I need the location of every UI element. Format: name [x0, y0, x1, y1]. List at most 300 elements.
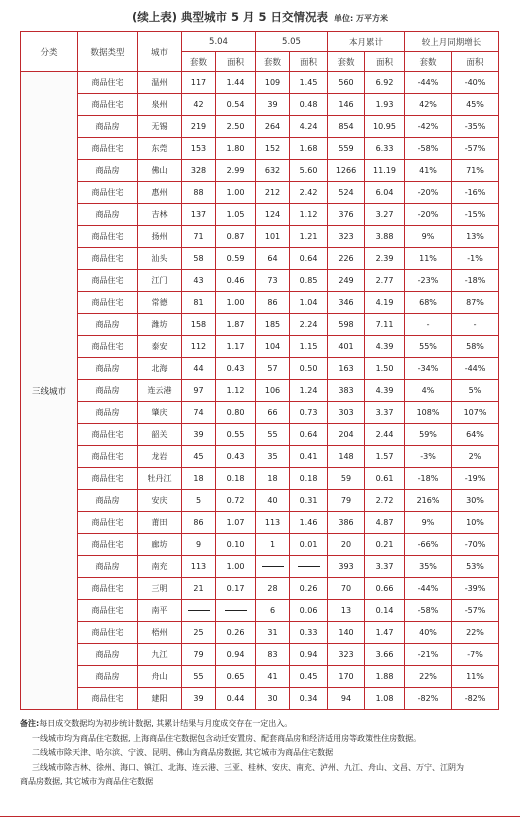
missing-value-dash — [225, 610, 247, 611]
header-area-505: 面积 — [290, 52, 328, 72]
cell-area-505: 0.31 — [290, 490, 328, 512]
cell-area-cumulative: 4.19 — [365, 292, 405, 314]
cell-units-cumulative: 79 — [328, 490, 365, 512]
cell-city: 牡丹江 — [138, 468, 182, 490]
header-area-growth: 面积 — [452, 52, 499, 72]
cell-area-growth: 45% — [452, 94, 499, 116]
table-row — [21, 644, 499, 666]
cell-data-type: 商品房 — [78, 556, 138, 578]
cell-area-504: 0.17 — [216, 578, 256, 600]
cell-area-growth: 64% — [452, 424, 499, 446]
header-units-505: 套数 — [256, 52, 290, 72]
cell-area-504: 2.50 — [216, 116, 256, 138]
cell-area-cumulative: 0.66 — [365, 578, 405, 600]
cell-area-cumulative: 1.47 — [365, 622, 405, 644]
table-row — [21, 600, 499, 622]
cell-units-505: 212 — [256, 182, 290, 204]
header-area-504: 面积 — [216, 52, 256, 72]
cell-data-type: 商品房 — [78, 490, 138, 512]
cell-units-504: 88 — [182, 182, 216, 204]
cell-data-type: 商品住宅 — [78, 600, 138, 622]
table-row — [21, 490, 499, 512]
cell-units-504: 21 — [182, 578, 216, 600]
cell-data-type: 商品住宅 — [78, 622, 138, 644]
cell-units-505: 55 — [256, 424, 290, 446]
cell-units-504: 97 — [182, 380, 216, 402]
cell-area-growth: 22% — [452, 622, 499, 644]
cell-units-cumulative: 376 — [328, 204, 365, 226]
cell-data-type: 商品房 — [78, 160, 138, 182]
cell-area-504: 1.44 — [216, 72, 256, 94]
cell-units-growth: -23% — [405, 270, 452, 292]
cell-area-cumulative: 3.37 — [365, 556, 405, 578]
cell-city: 莆田 — [138, 512, 182, 534]
cell-area-505: 1.21 — [290, 226, 328, 248]
table-row — [21, 424, 499, 446]
cell-area-505: 0.48 — [290, 94, 328, 116]
cell-units-504: 328 — [182, 160, 216, 182]
cell-area-cumulative: 0.14 — [365, 600, 405, 622]
cell-area-cumulative: 2.39 — [365, 248, 405, 270]
cell-units-504: 58 — [182, 248, 216, 270]
cell-area-growth: -39% — [452, 578, 499, 600]
cell-units-504: 55 — [182, 666, 216, 688]
cell-city: 南充 — [138, 556, 182, 578]
notes-line-1: 每日成交数据均为初步统计数据, 其累计结果与月度成交存在一定出入。 — [39, 719, 293, 728]
cell-units-growth: -34% — [405, 358, 452, 380]
cell-units-cumulative: 524 — [328, 182, 365, 204]
cell-area-cumulative: 11.19 — [365, 160, 405, 182]
cell-city: 梧州 — [138, 622, 182, 644]
missing-value-dash — [298, 566, 320, 567]
cell-area-growth: -16% — [452, 182, 499, 204]
cell-area-505: 0.41 — [290, 446, 328, 468]
cell-area-cumulative: 2.77 — [365, 270, 405, 292]
cell-area-505: 0.01 — [290, 534, 328, 556]
cell-units-505: 30 — [256, 688, 290, 710]
cell-units-504 — [182, 600, 216, 622]
header-cumulative: 本月累计 — [328, 32, 405, 52]
cell-units-growth: -21% — [405, 644, 452, 666]
notes-line-3: 二线城市除天津、哈尔滨、宁波、昆明、佛山为商品房数据, 其它城市为商品住宅数据 — [32, 748, 334, 757]
cell-units-504: 39 — [182, 424, 216, 446]
cell-units-505: 101 — [256, 226, 290, 248]
cell-city: 连云港 — [138, 380, 182, 402]
cell-area-growth: 5% — [452, 380, 499, 402]
cell-area-cumulative: 6.92 — [365, 72, 405, 94]
cell-units-growth: -20% — [405, 182, 452, 204]
cell-data-type: 商品住宅 — [78, 446, 138, 468]
cell-units-growth: -44% — [405, 578, 452, 600]
cell-units-cumulative: 323 — [328, 226, 365, 248]
cell-city: 舟山 — [138, 666, 182, 688]
header-units-cumulative: 套数 — [328, 52, 365, 72]
cell-data-type: 商品住宅 — [78, 424, 138, 446]
title-text: (续上表) 典型城市 5 月 5 日交情况表 — [131, 10, 329, 24]
table-row — [21, 138, 499, 160]
cell-units-505: 86 — [256, 292, 290, 314]
cell-area-504: 0.43 — [216, 446, 256, 468]
cell-units-505: 113 — [256, 512, 290, 534]
cell-area-504: 0.87 — [216, 226, 256, 248]
cell-units-504: 43 — [182, 270, 216, 292]
cell-city: 韶关 — [138, 424, 182, 446]
cell-area-growth: 2% — [452, 446, 499, 468]
header-units-growth: 套数 — [405, 52, 452, 72]
cell-area-growth: -40% — [452, 72, 499, 94]
cell-units-504: 219 — [182, 116, 216, 138]
cell-area-cumulative: 0.61 — [365, 468, 405, 490]
cell-units-504: 39 — [182, 688, 216, 710]
cell-units-505: 152 — [256, 138, 290, 160]
table-row — [21, 314, 499, 336]
cell-units-505: 264 — [256, 116, 290, 138]
cell-area-cumulative: 1.88 — [365, 666, 405, 688]
cell-units-cumulative: 393 — [328, 556, 365, 578]
cell-area-505: 0.64 — [290, 424, 328, 446]
cell-units-504: 5 — [182, 490, 216, 512]
cell-city: 东莞 — [138, 138, 182, 160]
cell-area-growth: -15% — [452, 204, 499, 226]
cell-units-505: 6 — [256, 600, 290, 622]
cell-units-cumulative: 140 — [328, 622, 365, 644]
header-date-505: 5.05 — [256, 32, 328, 52]
cell-area-504: 1.05 — [216, 204, 256, 226]
cell-area-504: 0.55 — [216, 424, 256, 446]
cell-city: 江门 — [138, 270, 182, 292]
cell-area-cumulative: 3.66 — [365, 644, 405, 666]
cell-units-growth: -82% — [405, 688, 452, 710]
cell-data-type: 商品住宅 — [78, 270, 138, 292]
cell-data-type: 商品房 — [78, 402, 138, 424]
cell-units-growth: 40% — [405, 622, 452, 644]
cell-units-cumulative: 383 — [328, 380, 365, 402]
cell-city: 潍坊 — [138, 314, 182, 336]
cell-area-cumulative: 7.11 — [365, 314, 405, 336]
cell-units-cumulative: 59 — [328, 468, 365, 490]
cell-units-growth: 68% — [405, 292, 452, 314]
cell-units-505: 64 — [256, 248, 290, 270]
cell-units-cumulative: 401 — [328, 336, 365, 358]
cell-area-growth: 53% — [452, 556, 499, 578]
table-row — [21, 270, 499, 292]
cell-area-cumulative: 6.04 — [365, 182, 405, 204]
table-row — [21, 468, 499, 490]
cell-units-504: 45 — [182, 446, 216, 468]
cell-units-505: 106 — [256, 380, 290, 402]
cell-area-504: 1.00 — [216, 182, 256, 204]
cell-data-type: 商品房 — [78, 204, 138, 226]
cell-data-type: 商品住宅 — [78, 94, 138, 116]
cell-units-growth: -58% — [405, 138, 452, 160]
cell-units-cumulative: 13 — [328, 600, 365, 622]
cell-units-505: 66 — [256, 402, 290, 424]
page-title — [0, 9, 520, 25]
cell-area-cumulative: 4.39 — [365, 336, 405, 358]
cell-area-505: 1.24 — [290, 380, 328, 402]
header-units-504: 套数 — [182, 52, 216, 72]
cell-city: 三明 — [138, 578, 182, 600]
cell-area-cumulative: 1.50 — [365, 358, 405, 380]
cell-units-growth: 41% — [405, 160, 452, 182]
cell-units-cumulative: 598 — [328, 314, 365, 336]
transaction-table — [20, 31, 499, 710]
cell-units-504: 18 — [182, 468, 216, 490]
cell-city: 南平 — [138, 600, 182, 622]
cell-area-504: 1.07 — [216, 512, 256, 534]
cell-area-504: 0.18 — [216, 468, 256, 490]
cell-area-504: 0.44 — [216, 688, 256, 710]
cell-units-growth: -58% — [405, 600, 452, 622]
cell-area-504: 1.12 — [216, 380, 256, 402]
cell-area-505: 1.46 — [290, 512, 328, 534]
cell-units-504: 117 — [182, 72, 216, 94]
cell-units-growth: 42% — [405, 94, 452, 116]
cell-area-505: 1.12 — [290, 204, 328, 226]
cell-units-cumulative: 1266 — [328, 160, 365, 182]
cell-area-504: 0.80 — [216, 402, 256, 424]
cell-area-growth: -57% — [452, 138, 499, 160]
cell-city: 北海 — [138, 358, 182, 380]
cell-units-504: 153 — [182, 138, 216, 160]
cell-units-505: 28 — [256, 578, 290, 600]
cell-area-cumulative: 6.33 — [365, 138, 405, 160]
cell-units-504: 158 — [182, 314, 216, 336]
cell-units-504: 74 — [182, 402, 216, 424]
table-row — [21, 94, 499, 116]
cell-units-504: 42 — [182, 94, 216, 116]
cell-area-growth: -44% — [452, 358, 499, 380]
table-row — [21, 512, 499, 534]
header-growth: 较上月同期增长 — [405, 32, 499, 52]
cell-units-growth: 22% — [405, 666, 452, 688]
cell-data-type: 商品住宅 — [78, 72, 138, 94]
cell-area-505: 0.50 — [290, 358, 328, 380]
cell-units-505: 39 — [256, 94, 290, 116]
cell-area-505: 2.24 — [290, 314, 328, 336]
cell-units-505: 104 — [256, 336, 290, 358]
cell-city: 肇庆 — [138, 402, 182, 424]
cell-area-growth: -35% — [452, 116, 499, 138]
cell-units-growth: -20% — [405, 204, 452, 226]
cell-area-504: 0.26 — [216, 622, 256, 644]
cell-area-505: 1.68 — [290, 138, 328, 160]
cell-area-cumulative: 2.44 — [365, 424, 405, 446]
cell-units-growth: 35% — [405, 556, 452, 578]
cell-units-505: 35 — [256, 446, 290, 468]
cell-city: 安庆 — [138, 490, 182, 512]
cell-area-504: 0.10 — [216, 534, 256, 556]
cell-area-504: 1.17 — [216, 336, 256, 358]
header-area-cumulative: 面积 — [365, 52, 405, 72]
cell-area-growth: - — [452, 314, 499, 336]
cell-city: 廊坊 — [138, 534, 182, 556]
cell-area-504: 0.72 — [216, 490, 256, 512]
cell-area-505: 0.06 — [290, 600, 328, 622]
cell-data-type: 商品住宅 — [78, 292, 138, 314]
table-row — [21, 182, 499, 204]
cell-units-504: 71 — [182, 226, 216, 248]
header-date-504: 5.04 — [182, 32, 256, 52]
cell-units-504: 25 — [182, 622, 216, 644]
cell-units-cumulative: 323 — [328, 644, 365, 666]
cell-data-type: 商品住宅 — [78, 226, 138, 248]
cell-area-growth: -1% — [452, 248, 499, 270]
cell-area-505: 2.42 — [290, 182, 328, 204]
cell-units-504: 44 — [182, 358, 216, 380]
cell-area-growth: 30% — [452, 490, 499, 512]
table-row — [21, 204, 499, 226]
cell-units-cumulative: 20 — [328, 534, 365, 556]
cell-units-cumulative: 163 — [328, 358, 365, 380]
cell-units-cumulative: 148 — [328, 446, 365, 468]
cell-units-505: 40 — [256, 490, 290, 512]
cell-data-type: 商品房 — [78, 380, 138, 402]
cell-units-cumulative: 226 — [328, 248, 365, 270]
cell-data-type: 商品房 — [78, 666, 138, 688]
cell-units-504: 9 — [182, 534, 216, 556]
bottom-divider — [0, 816, 520, 817]
cell-city: 建阳 — [138, 688, 182, 710]
cell-area-cumulative: 0.21 — [365, 534, 405, 556]
cell-units-cumulative: 70 — [328, 578, 365, 600]
cell-units-504: 113 — [182, 556, 216, 578]
notes-label: 备注: — [20, 719, 40, 728]
cell-area-cumulative: 3.27 — [365, 204, 405, 226]
cell-area-504: 0.94 — [216, 644, 256, 666]
cell-area-growth: -82% — [452, 688, 499, 710]
cell-area-growth: 10% — [452, 512, 499, 534]
cell-units-505: 18 — [256, 468, 290, 490]
cell-area-504: 0.59 — [216, 248, 256, 270]
cell-area-504: 0.65 — [216, 666, 256, 688]
cell-area-growth: 71% — [452, 160, 499, 182]
cell-units-growth: 9% — [405, 512, 452, 534]
table-row — [21, 358, 499, 380]
table-row — [21, 446, 499, 468]
cell-area-504: 1.00 — [216, 556, 256, 578]
cell-area-growth: -19% — [452, 468, 499, 490]
cell-units-growth: 9% — [405, 226, 452, 248]
notes-line-5: 商品房数据, 其它城市为商品住宅数据 — [20, 777, 154, 786]
cell-units-504: 112 — [182, 336, 216, 358]
category-cell: 三线城市 — [21, 72, 78, 710]
cell-units-cumulative: 249 — [328, 270, 365, 292]
cell-units-505 — [256, 556, 290, 578]
cell-data-type: 商品住宅 — [78, 688, 138, 710]
cell-city: 汕头 — [138, 248, 182, 270]
cell-area-505: 1.15 — [290, 336, 328, 358]
cell-units-505: 185 — [256, 314, 290, 336]
cell-units-growth: -66% — [405, 534, 452, 556]
table-row — [21, 292, 499, 314]
unit-label: 单位: 万平方米 — [334, 14, 389, 23]
cell-area-cumulative: 3.37 — [365, 402, 405, 424]
cell-units-growth: 108% — [405, 402, 452, 424]
cell-data-type: 商品住宅 — [78, 248, 138, 270]
cell-city: 泉州 — [138, 94, 182, 116]
cell-area-505: 0.45 — [290, 666, 328, 688]
cell-units-growth: -18% — [405, 468, 452, 490]
cell-units-505: 83 — [256, 644, 290, 666]
cell-area-504: 0.43 — [216, 358, 256, 380]
cell-city: 无锡 — [138, 116, 182, 138]
cell-data-type: 商品房 — [78, 116, 138, 138]
cell-area-504: 2.99 — [216, 160, 256, 182]
cell-units-cumulative: 303 — [328, 402, 365, 424]
cell-area-505: 0.18 — [290, 468, 328, 490]
cell-units-505: 124 — [256, 204, 290, 226]
table-row — [21, 402, 499, 424]
cell-data-type: 商品住宅 — [78, 468, 138, 490]
missing-value-dash — [262, 566, 284, 567]
table-row — [21, 116, 499, 138]
table-row — [21, 578, 499, 600]
cell-city: 惠州 — [138, 182, 182, 204]
cell-units-growth: 11% — [405, 248, 452, 270]
cell-data-type: 商品住宅 — [78, 182, 138, 204]
cell-data-type: 商品房 — [78, 314, 138, 336]
cell-units-cumulative: 346 — [328, 292, 365, 314]
cell-data-type: 商品住宅 — [78, 578, 138, 600]
cell-area-505: 1.45 — [290, 72, 328, 94]
cell-area-505: 0.26 — [290, 578, 328, 600]
cell-data-type: 商品住宅 — [78, 336, 138, 358]
table-row — [21, 534, 499, 556]
cell-area-growth: 107% — [452, 402, 499, 424]
cell-area-505: 0.94 — [290, 644, 328, 666]
cell-units-growth: - — [405, 314, 452, 336]
cell-data-type: 商品房 — [78, 644, 138, 666]
cell-area-505: 5.60 — [290, 160, 328, 182]
cell-city: 扬州 — [138, 226, 182, 248]
cell-area-growth: -57% — [452, 600, 499, 622]
cell-area-504: 0.54 — [216, 94, 256, 116]
cell-city: 龙岩 — [138, 446, 182, 468]
header-data-type: 数据类型 — [78, 32, 138, 72]
cell-area-505: 0.64 — [290, 248, 328, 270]
table-row — [21, 160, 499, 182]
cell-city: 温州 — [138, 72, 182, 94]
cell-units-growth: 216% — [405, 490, 452, 512]
table-row — [21, 380, 499, 402]
table-row — [21, 336, 499, 358]
cell-units-cumulative: 560 — [328, 72, 365, 94]
cell-units-504: 137 — [182, 204, 216, 226]
header-city: 城市 — [138, 32, 182, 72]
notes-line-4: 三线城市除吉林、徐州、海口、镇江、北海、连云港、三亚、桂林、安庆、南充、泸州、九江、舟山、文昌、万宁、江阴为 — [32, 762, 464, 772]
notes-line-2: 一线城市均为商品住宅数据, 上海商品住宅数据包含动迁安置房、配套商品房和经济适用房等政策性住房数据。 — [32, 733, 422, 743]
cell-city: 吉林 — [138, 204, 182, 226]
cell-area-504 — [216, 600, 256, 622]
cell-units-cumulative: 146 — [328, 94, 365, 116]
notes-section — [20, 717, 500, 790]
header-row-1 — [21, 32, 499, 52]
header-category: 分类 — [21, 32, 78, 72]
cell-units-504: 81 — [182, 292, 216, 314]
cell-area-growth: 87% — [452, 292, 499, 314]
cell-area-505: 0.85 — [290, 270, 328, 292]
cell-units-growth: 59% — [405, 424, 452, 446]
cell-area-cumulative: 10.95 — [365, 116, 405, 138]
cell-units-504: 86 — [182, 512, 216, 534]
cell-units-505: 109 — [256, 72, 290, 94]
cell-units-505: 632 — [256, 160, 290, 182]
table-row — [21, 226, 499, 248]
cell-city: 常德 — [138, 292, 182, 314]
cell-area-504: 1.87 — [216, 314, 256, 336]
cell-units-505: 31 — [256, 622, 290, 644]
